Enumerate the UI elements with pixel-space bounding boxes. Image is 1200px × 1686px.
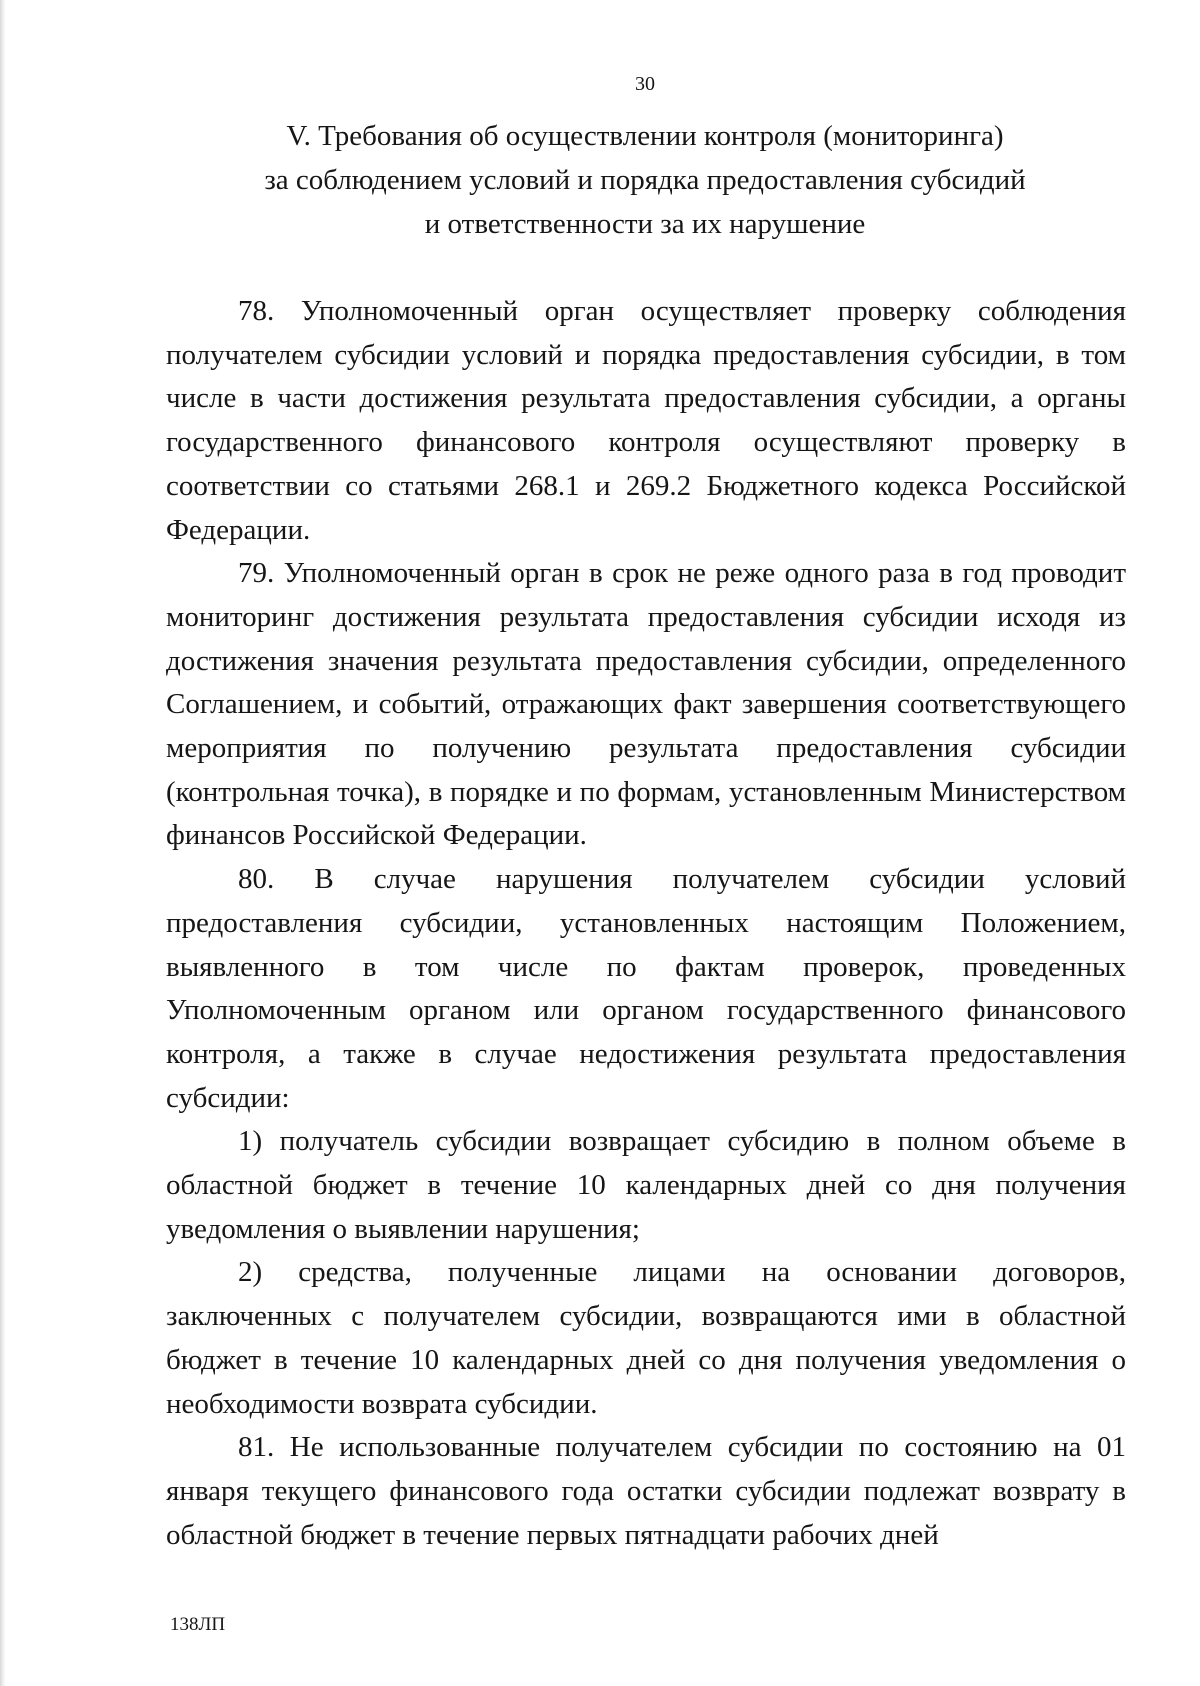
section-title-line: V. Требования об осуществлении контроля (мониторинга) [286,120,1004,152]
paragraph-78: 78. Уполномоченный орган осуществляет проверку соблюдения получателем субсидии условий и порядка предоставления субсидии, в том числе в части достижения результата предоставления субсидии, а органы государственного финансового контроля осуществляют проверку в соответствии со статьями 268.1 и 269.2 Бюджетного кодекса Российской Федерации. [166,295,1126,546]
paragraph-80: 80. В случае нарушения получателем субсидии условий предоставления субсидии, установленных настоящим Положением, выявленного в том числе по фактам проверок, проведенных Уполномоченным органом или органом государственного финансового контроля, а также в случае недостижения результата предоставления субсидии: [166,863,1126,1114]
paragraph-81: 81. Не использованные получателем субсидии по состоянию на 01 января текущего финансового года остатки субсидии подлежат возврату в областной бюджет в течение первых пятнадцати рабочих дней [166,1431,1126,1551]
section-title [0,114,1200,246]
paragraph-80-item-2: 2) средства, полученные лицами на основании договоров, заключенных с получателем субсидии, возвращаются ими в областной бюджет в течение 10 календарных дней со дня получения уведомления о необходимости возврата субсидии. [166,1256,1126,1420]
document-code: 138ЛП [170,1614,226,1635]
scan-edge [0,0,6,1686]
paragraph-79: 79. Уполномоченный орган в срок не реже одного раза в год проводит мониторинг достижения результата предоставления субсидии исходя из достижения значения результата предоставления субсидии, определенного Соглашением, и событий, отражающих факт завершения соответствующего мероприятия по получению результата предоставления субсидии (контрольная точка), в порядке и по формам, установленным Министерством финансов Российской Федерации. [166,557,1126,852]
paragraph-80-item-1: 1) получатель субсидии возвращает субсидию в полном объеме в областной бюджет в течение 10 календарных дней со дня получения уведомления о выявлении нарушения; [166,1125,1126,1245]
page-number: 30 [635,73,655,95]
section-title-line: и ответственности за их нарушение [424,208,866,240]
document-body [166,290,1126,1557]
section-title-line: за соблюдением условий и порядка предоставления субсидий [264,164,1026,196]
